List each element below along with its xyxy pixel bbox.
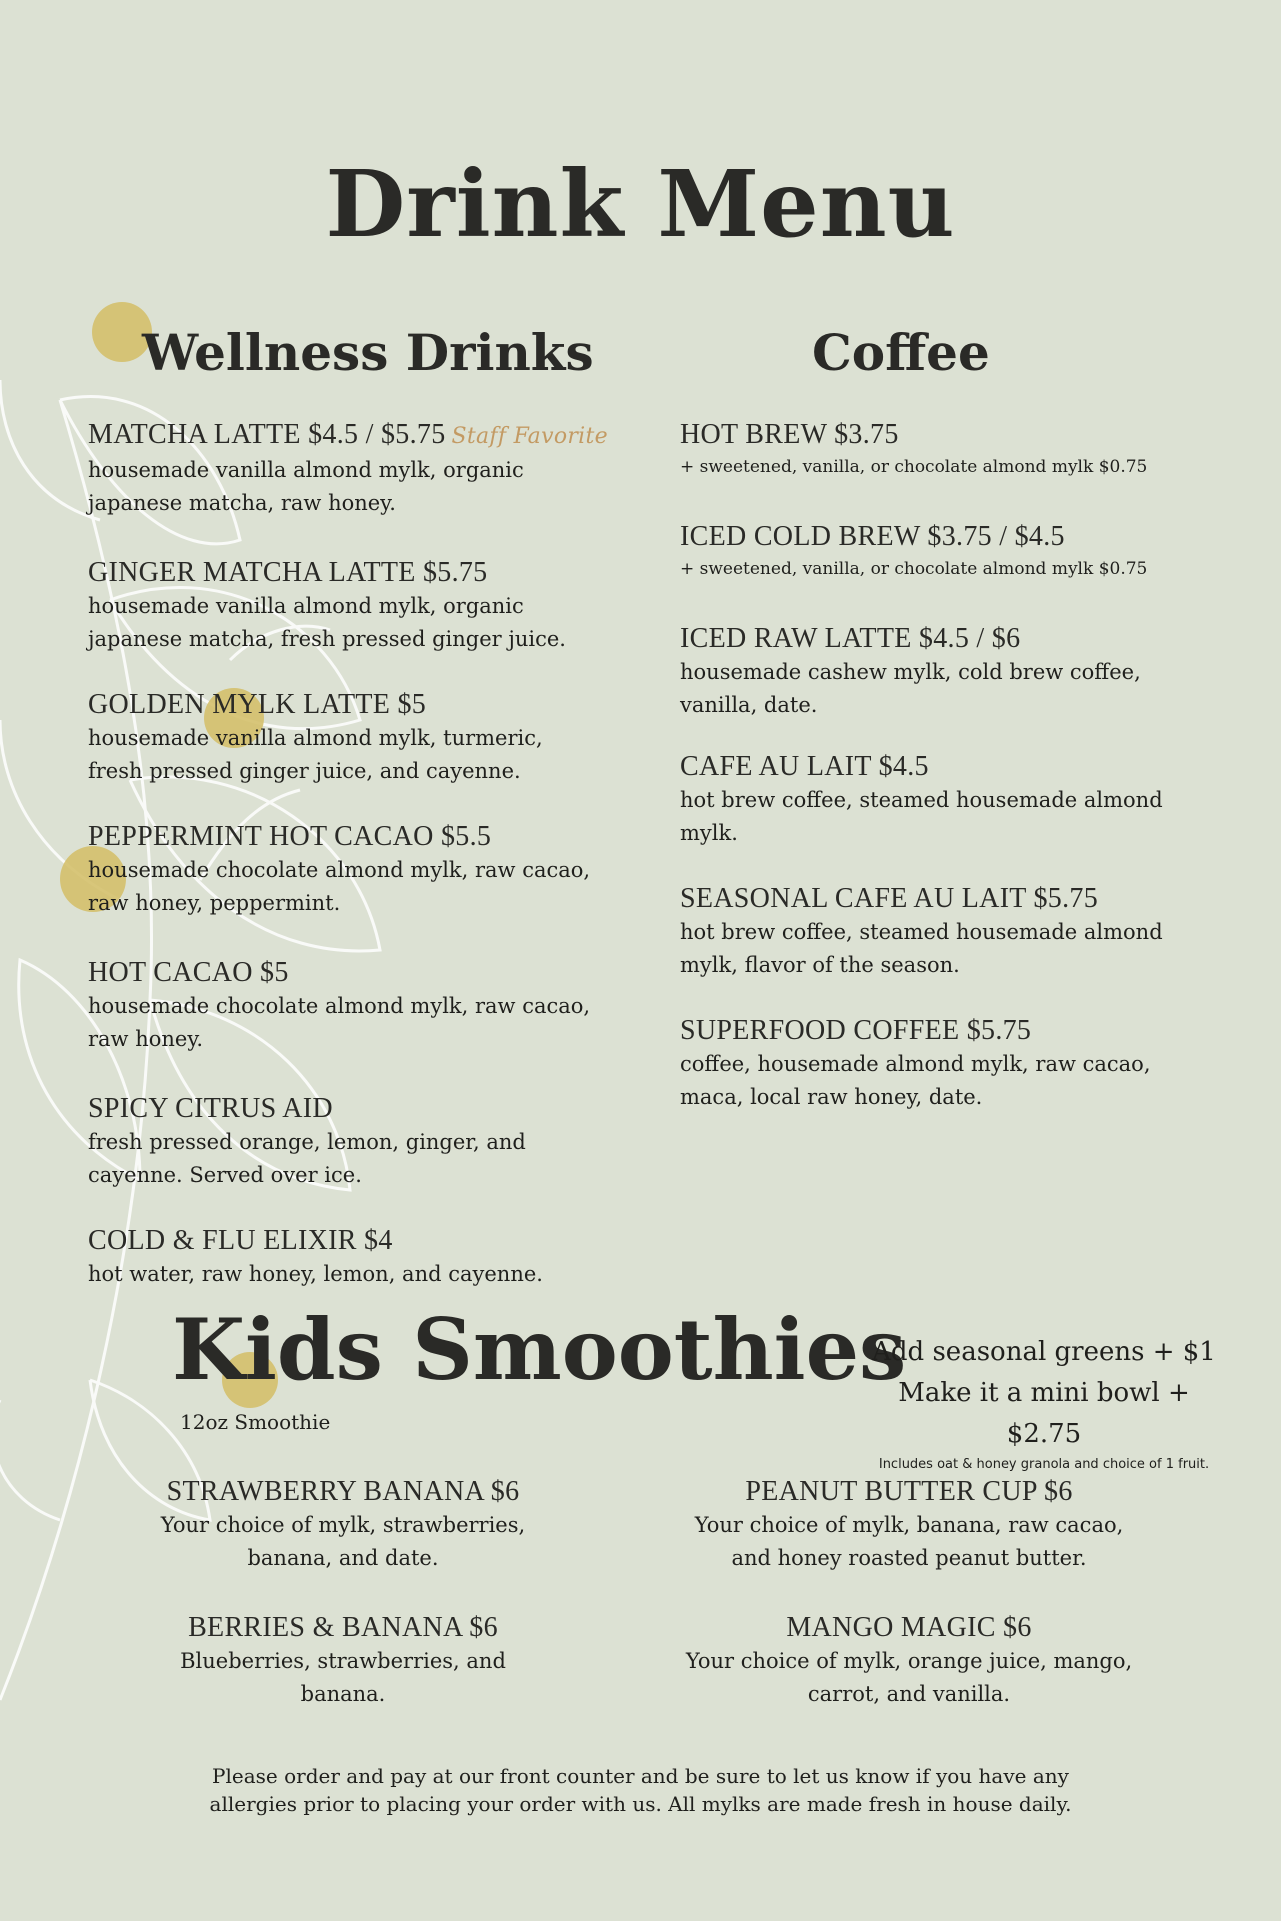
item-description: hot brew coffee, steamed housemade almond mylk, flavor of the season. [680, 920, 1163, 977]
item-name: CAFE AU LAIT $4.5 [680, 751, 929, 782]
item-description: housemade chocolate almond mylk, raw cacao, raw honey, peppermint. [88, 858, 591, 915]
item-name: HOT BREW $3.75 [680, 419, 899, 450]
menu-item [88, 1092, 628, 1224]
item-description: housemade vanilla almond mylk, turmeric, fresh pressed ginger juice, and cayenne. [88, 726, 543, 783]
smoothie-size-label: 12oz Smoothie [180, 1410, 331, 1434]
item-description: Your choice of mylk, strawberries, banana, and date. [160, 1513, 526, 1570]
menu-item [63, 1475, 623, 1575]
menu-item [629, 1475, 1189, 1575]
menu-item [88, 688, 628, 820]
item-name: SEASONAL CAFE AU LAIT $5.75 [680, 883, 1099, 914]
item-description: + sweetened, vanilla, or chocolate almond mylk $0.75 [680, 559, 1148, 579]
menu-item [680, 1014, 1240, 1114]
item-description: housemade chocolate almond mylk, raw cacao, raw honey. [88, 994, 591, 1051]
item-description: housemade vanilla almond mylk, organic japanese matcha, fresh pressed ginger juice. [88, 594, 566, 651]
item-description: Your choice of mylk, banana, raw cacao, and honey roasted peanut butter. [694, 1513, 1124, 1570]
ordering-note-line: Please order and pay at our front counter and be sure to let us know if you have any [212, 1764, 1069, 1788]
menu-item [88, 418, 628, 556]
add-on-options [859, 1332, 1229, 1472]
menu-item [680, 622, 1240, 750]
mini-bowl-option: Make it a mini bowl + $2.75 [898, 1378, 1190, 1449]
item-description: hot water, raw honey, lemon, and cayenne. [88, 1262, 543, 1286]
item-name: PEANUT BUTTER CUP $6 [745, 1476, 1073, 1507]
item-description: Blueberries, strawberries, and banana. [180, 1649, 506, 1706]
ordering-note [0, 1762, 1281, 1818]
item-name: SPICY CITRUS AID [88, 1093, 333, 1124]
kids-smoothies-heading: Kids Smoothies [172, 1300, 907, 1399]
item-name: COLD & FLU ELIXIR $4 [88, 1225, 393, 1256]
item-description: hot brew coffee, steamed housemade almond mylk. [680, 788, 1163, 845]
menu-item [680, 418, 1240, 520]
item-name: PEPPERMINT HOT CACAO $5.5 [88, 821, 492, 852]
menu-item [63, 1611, 623, 1711]
item-name: ICED COLD BREW $3.75 / $4.5 [680, 521, 1065, 552]
item-name: HOT CACAO $5 [88, 957, 289, 988]
item-name: ICED RAW LATTE $4.5 / $6 [680, 623, 1021, 654]
page-title: Drink Menu [325, 150, 956, 258]
item-description: housemade cashew mylk, cold brew coffee, vanilla, date. [680, 660, 1141, 717]
item-description: fresh pressed orange, lemon, ginger, and cayenne. Served over ice. [88, 1130, 526, 1187]
menu-item [629, 1611, 1189, 1711]
item-name: MATCHA LATTE $4.5 / $5.75 [88, 419, 446, 450]
item-name: STRAWBERRY BANANA $6 [166, 1476, 520, 1507]
menu-item [88, 556, 628, 688]
item-description: + sweetened, vanilla, or chocolate almond mylk $0.75 [680, 457, 1148, 477]
staff-favorite-badge: Staff Favorite [451, 424, 608, 449]
menu-item [88, 1224, 628, 1291]
menu-item [680, 882, 1240, 1014]
item-name: MANGO MAGIC $6 [786, 1612, 1032, 1643]
mini-bowl-note: Includes oat & honey granola and choice of 1 fruit. [878, 1457, 1210, 1472]
menu-item [680, 750, 1240, 882]
item-description: housemade vanilla almond mylk, organic japanese matcha, raw honey. [88, 458, 524, 515]
coffee-list [680, 418, 1240, 1114]
add-greens-option: Add seasonal greens + $1 [872, 1337, 1216, 1367]
wellness-list [88, 418, 628, 1291]
menu-item [680, 520, 1240, 622]
wellness-heading: Wellness Drinks [142, 323, 594, 382]
item-description: Your choice of mylk, orange juice, mango, carrot, and vanilla. [685, 1649, 1133, 1706]
item-name: BERRIES & BANANA $6 [188, 1612, 498, 1643]
ordering-note-line: allergies prior to placing your order with us. All mylks are made fresh in house daily. [209, 1792, 1072, 1816]
item-name: GOLDEN MYLK LATTE $5 [88, 689, 427, 720]
menu-item [88, 956, 628, 1092]
item-description: coffee, housemade almond mylk, raw cacao, maca, local raw honey, date. [680, 1052, 1151, 1109]
menu-item [88, 820, 628, 956]
coffee-heading: Coffee [812, 323, 990, 382]
item-name: GINGER MATCHA LATTE $5.75 [88, 557, 488, 588]
item-name: SUPERFOOD COFFEE $5.75 [680, 1015, 1032, 1046]
